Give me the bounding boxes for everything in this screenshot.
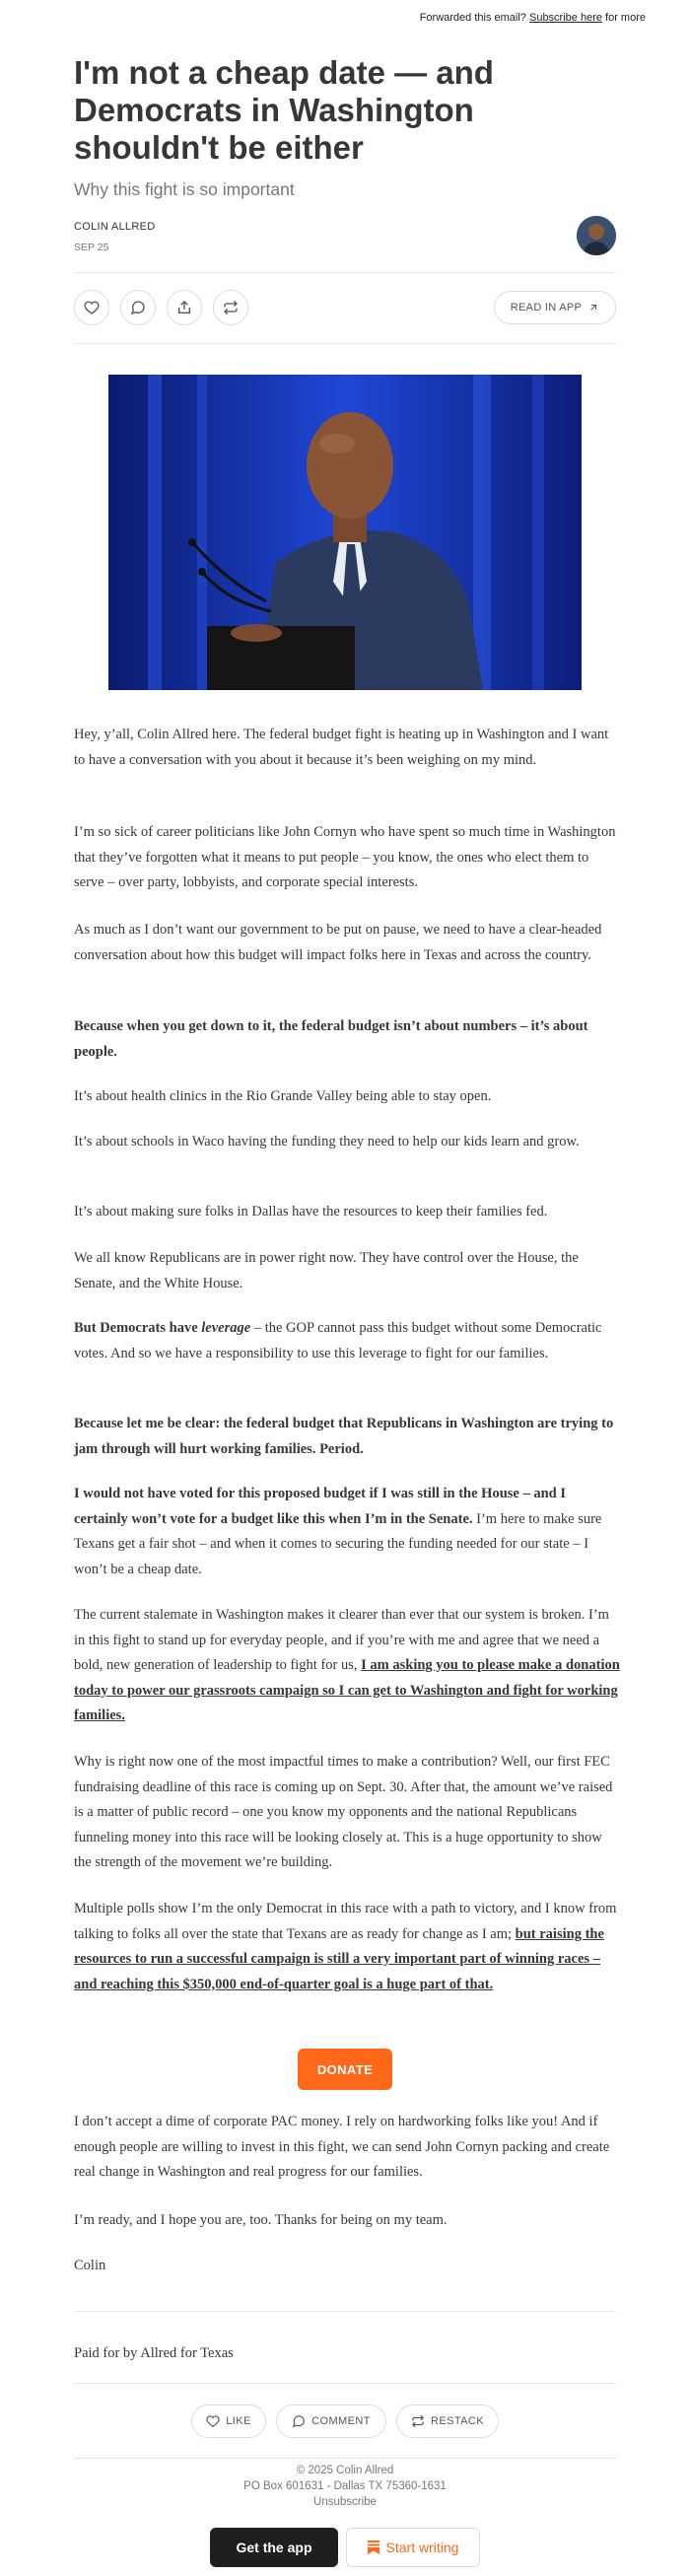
body-paragraph bbox=[74, 1412, 621, 1462]
divider bbox=[74, 272, 616, 273]
heart-icon bbox=[206, 2414, 220, 2428]
share-button[interactable] bbox=[167, 290, 202, 325]
body-paragraph: Hey, y’all, Colin Allred here. The federal budget fight is heating up in Washington and I want to have a conversation with you about it because it’s been weighing on my mind. bbox=[74, 727, 609, 768]
divider bbox=[74, 2383, 616, 2384]
signoff: Colin bbox=[74, 2258, 106, 2273]
body-paragraph: It’s about schools in Waco having the funding they need to help our kids learn and grow. bbox=[74, 1134, 580, 1149]
body-paragraph bbox=[74, 1897, 621, 1997]
comment-icon bbox=[130, 300, 146, 315]
like-pill-button[interactable] bbox=[191, 2404, 266, 2438]
paragraph-text: I’m here to make sure Texans get a fair shot – and when it comes to securing the funding needed for our state – I won’t be a cheap date. bbox=[74, 1510, 602, 1577]
author-name[interactable]: COLIN ALLRED bbox=[74, 221, 156, 233]
subscribe-link[interactable]: Subscribe here bbox=[528, 12, 602, 24]
start-writing-label: Start writing bbox=[385, 2540, 459, 2555]
start-writing-button[interactable] bbox=[346, 2528, 480, 2567]
body-paragraph: As much as I don’t want our government to be put on pause, we need to have a clear-headed conversation about how this budget will impact folks here in Texas and across the country. bbox=[74, 922, 602, 963]
paragraph-text: – the GOP cannot pass this budget without some Democratic votes. And so we have a responsibility to use this leverage to fight for our families. bbox=[74, 1320, 602, 1361]
body-paragraph: I’m ready, and I hope you are, too. Thanks for being on my team. bbox=[74, 2212, 448, 2228]
copyright: © 2025 Colin Allred bbox=[296, 2465, 394, 2476]
arrow-up-right-icon bbox=[587, 302, 599, 313]
restack-label: RESTACK bbox=[431, 2415, 484, 2427]
bold-text: I would not have voted for this proposed budget if I was still in the House – and I certainly won’t vote for a budget like this when I’m in the Senate. bbox=[74, 1486, 566, 1527]
body-paragraph: Why is right now one of the most impactful times to make a contribution? Well, our first FEC fundraising deadline of this race is coming up on Sept. 30. After that, the amount we’ve raised is a matter of public record – one you know my opponents and the national Republicans funneling money into this race will be looking closely at. This is a huge opportunity to show the strength of the movement we’re building. bbox=[74, 1754, 613, 1870]
donation-link[interactable]: I am asking you to please make a donation today to power our grassroots campaign so I can get to Washington and fight for working families. bbox=[74, 1657, 620, 1723]
restack-icon bbox=[223, 300, 239, 315]
comment-label: COMMENT bbox=[311, 2415, 371, 2427]
restack-button[interactable] bbox=[213, 290, 248, 325]
author-avatar[interactable] bbox=[577, 216, 616, 255]
comment-pill-button[interactable] bbox=[276, 2404, 386, 2438]
body-paragraph: I don’t accept a dime of corporate PAC money. I rely on hardworking folks like you! And if enough people are willing to invest in this fight, we can send John Cornyn packing and create real change in Washington and real progress for our families. bbox=[74, 2114, 610, 2180]
forwarded-suffix: for more bbox=[601, 12, 646, 24]
body-paragraph bbox=[74, 1316, 621, 1366]
body-paragraph: It’s about health clinics in the Rio Grande Valley being able to stay open. bbox=[74, 1088, 492, 1104]
body-paragraph: It’s about making sure folks in Dallas have the resources to keep their families fed. bbox=[74, 1204, 548, 1219]
comment-button[interactable] bbox=[120, 290, 156, 325]
body-paragraph: We all know Republicans are in power right now. They have control over the House, the Senate, and the White House. bbox=[74, 1250, 579, 1291]
paragraph-text: The current stalemate in Washington makes it clearer than ever that our system is broken. I’m in this fight to stand up for everyday people, and if you’re with me and agree that we need a bold, new generation of leadership to fight for us, bbox=[74, 1607, 609, 1673]
like-label: LIKE bbox=[226, 2415, 251, 2427]
bold-text: But Democrats have bbox=[74, 1320, 198, 1336]
donation-link[interactable]: but raising the resources to run a successful campaign is still a very important part of winning races – and reaching this $350,000 end-of-quarter goal is a huge part of that. bbox=[74, 1925, 604, 1992]
comment-icon bbox=[292, 2414, 306, 2428]
body-paragraph: I’m so sick of career politicians like John Cornyn who have spent so much time in Washington that they’ve forgotten what it means to put people – you know, the ones who elect them to serve – over party, lobbyists, and corporate special interests. bbox=[74, 824, 616, 890]
paid-for-disclaimer: Paid for by Allred for Texas bbox=[74, 2345, 234, 2361]
forwarded-text: Forwarded this email? bbox=[419, 12, 529, 24]
divider bbox=[74, 2458, 616, 2459]
paragraph-text: Multiple polls show I’m the only Democrat in this race with a path to victory, and I know from talking to folks all over the state that Texans are as ready for change as I am; bbox=[74, 1901, 617, 1942]
bold-text: Because when you get down to it, the federal budget isn’t about numbers – it’s about people. bbox=[74, 1018, 588, 1060]
substack-logo-icon bbox=[368, 2541, 380, 2554]
heart-icon bbox=[84, 300, 100, 315]
read-in-app-button[interactable] bbox=[494, 291, 616, 324]
body-paragraph bbox=[74, 1014, 621, 1065]
restack-pill-button[interactable] bbox=[396, 2404, 499, 2438]
donate-button[interactable]: DONATE bbox=[298, 2049, 392, 2090]
read-in-app-label: READ IN APP bbox=[510, 302, 583, 313]
like-button[interactable] bbox=[74, 290, 109, 325]
forwarded-banner bbox=[420, 12, 646, 24]
share-icon bbox=[176, 300, 192, 315]
post-title[interactable]: I'm not a cheap date — and Democrats in Washington shouldn't be either bbox=[74, 54, 494, 166]
body-paragraph bbox=[74, 1603, 621, 1729]
get-the-app-button[interactable]: Get the app bbox=[210, 2528, 338, 2567]
divider bbox=[74, 2311, 616, 2312]
mailing-address: PO Box 601631 - Dallas TX 75360-1631 bbox=[243, 2480, 447, 2492]
post-date: SEP 25 bbox=[74, 242, 109, 253]
unsubscribe-link[interactable]: Unsubscribe bbox=[313, 2496, 377, 2508]
hero-photo bbox=[108, 375, 582, 690]
bold-text: Because let me be clear: the federal budget that Republicans in Washington are trying to jam through will hurt working families. Period. bbox=[74, 1416, 614, 1457]
divider bbox=[74, 343, 616, 344]
italic-text: leverage bbox=[201, 1320, 251, 1336]
body-paragraph bbox=[74, 1482, 621, 1582]
post-subtitle: Why this fight is so important bbox=[74, 179, 295, 199]
restack-icon bbox=[411, 2414, 425, 2428]
